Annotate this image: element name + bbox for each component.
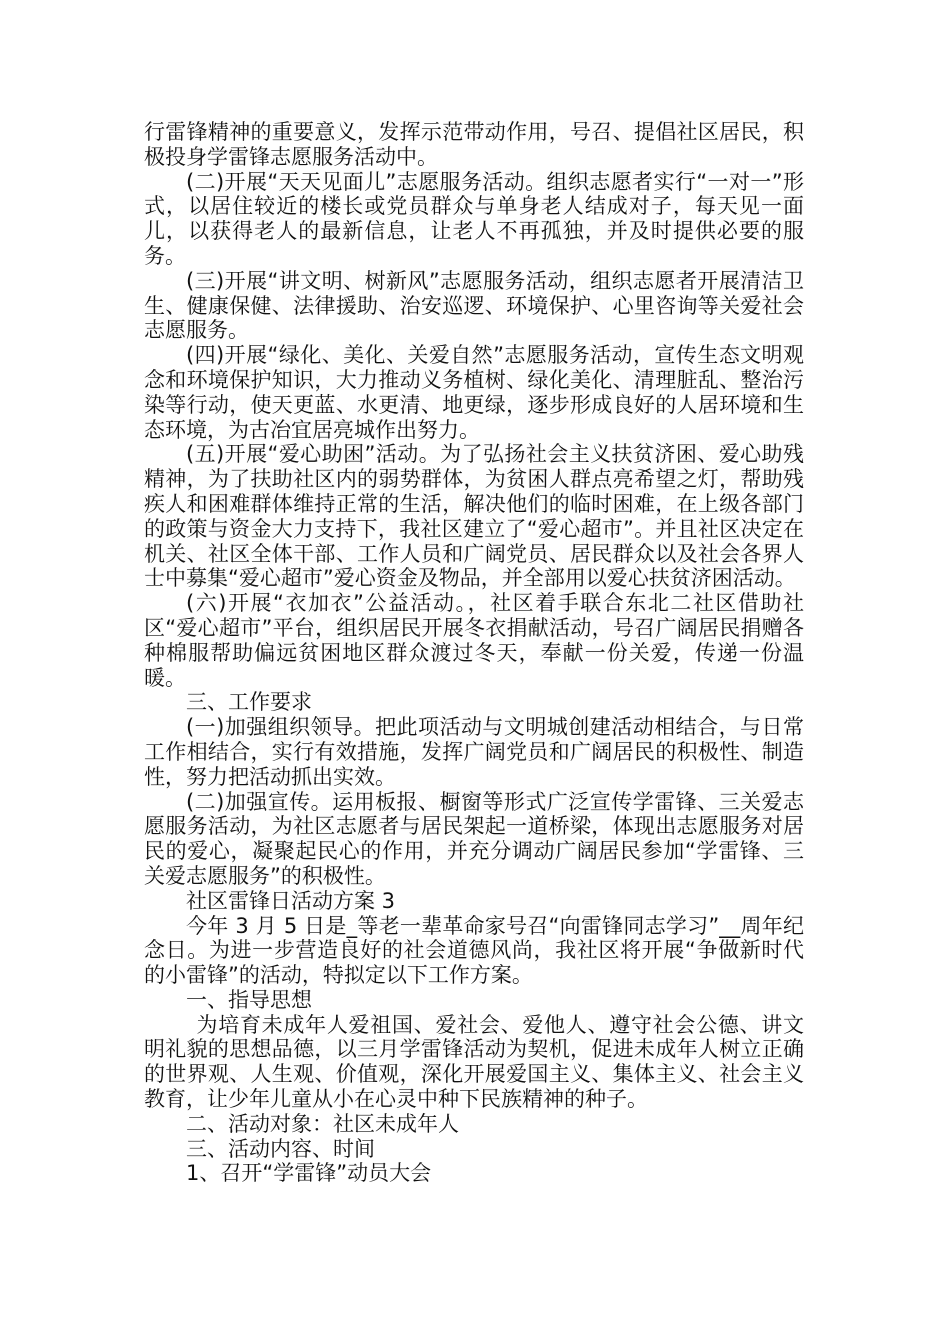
- paragraph: 今年 3 月 5 日是_等老一辈革命家号召“向雷锋同志学习”__周年纪念日。为进一步营造良好的社会道德风尚，我社区将开展“争做新时代的小雷锋”的活动，特拟定以下工作方案。: [144, 913, 804, 988]
- document-title: 社区雷锋日活动方案 3: [186, 888, 396, 913]
- paragraph: (二)开展“天天见面儿”志愿服务活动。组织志愿者实行“一对一”形式，以居住较近的楼长或党员群众与单身老人结成对子，每天见一面儿，以获得老人的最新信息，让老人不再孤独，并及时提供必要的服务。: [144, 169, 804, 268]
- paragraph: 行雷锋精神的重要意义，发挥示范带动作用，号召、提倡社区居民，积极投身学雷锋志愿服务活动中。: [144, 120, 804, 169]
- section-heading: 三、活动内容、时间: [186, 1136, 375, 1161]
- document-body: [144, 120, 804, 1186]
- section-heading: 一、指导思想: [186, 987, 312, 1012]
- paragraph: (一)加强组织领导。把此项活动与文明城创建活动相结合，与日常工作相结合，实行有效措施，发挥广阔党员和广阔居民的积极性、制造性，努力把活动抓出实效。: [144, 715, 804, 789]
- section-heading: 三、工作要求: [186, 690, 312, 715]
- paragraph: 为培育未成年人爱祖国、爱社会、爱他人、遵守社会公德、讲文明礼貌的思想品德，以三月学雷锋活动为契机，促进未成年人树立正确的世界观、人生观、价值观，深化开展爱国主义、集体主义、社会主义教育，让少年儿童从小在心灵中种下民族精神的种子。: [144, 1012, 804, 1112]
- paragraph: (三)开展“讲文明、树新风”志愿服务活动，组织志愿者开展清洁卫生、健康保健、法律援助、治安巡逻、环境保护、心里咨询等关爱社会志愿服务。: [144, 268, 804, 343]
- paragraph: (二)加强宣传。运用板报、橱窗等形式广泛宣传学雷锋、三关爱志愿服务活动，为社区志愿者与居民架起一道桥梁，体现出志愿服务对居民的爱心，凝聚起民心的作用，并充分调动广阔居民参加“学雷锋、三关爱志愿服务”的积极性。: [144, 789, 804, 888]
- paragraph: (四)开展“绿化、美化、关爱自然”志愿服务活动，宣传生态文明观念和环境保护知识，大力推动义务植树、绿化美化、清理脏乱、整治污染等行动，使天更蓝、水更清、地更绿，逐步形成良好的人居环境和生态环境，为古冶宜居亮城作出努力。: [144, 343, 804, 442]
- paragraph: (六)开展“衣加衣”公益活动。，社区着手联合东北二社区借助社区“爱心超市”平台，组织居民开展冬衣捐献活动，号召广阔居民捐赠各种棉服帮助偏远贫困地区群众渡过冬天，奉献一份关爱，传递一份温暖。: [144, 591, 804, 690]
- paragraph: (五)开展“爱心助困”活动。为了弘扬社会主义扶贫济困、爱心助残精神，为了扶助社区内的弱势群体，为贫困人群点亮希望之灯，帮助残疾人和困难群体维持正常的生活，解决他们的临时困难，在上级各部门的政策与资金大力支持下，我社区建立了“爱心超市”。并且社区决定在机关、社区全体干部、工作人员和广阔党员、居民群众以及社会各界人士中募集“爱心超市”爱心资金及物品，并全部用以爱心扶贫济困活动。: [144, 442, 804, 591]
- section-heading: 二、活动对象：社区未成年人: [186, 1111, 459, 1136]
- list-item: 1、召开“学雷锋”动员大会: [186, 1161, 432, 1186]
